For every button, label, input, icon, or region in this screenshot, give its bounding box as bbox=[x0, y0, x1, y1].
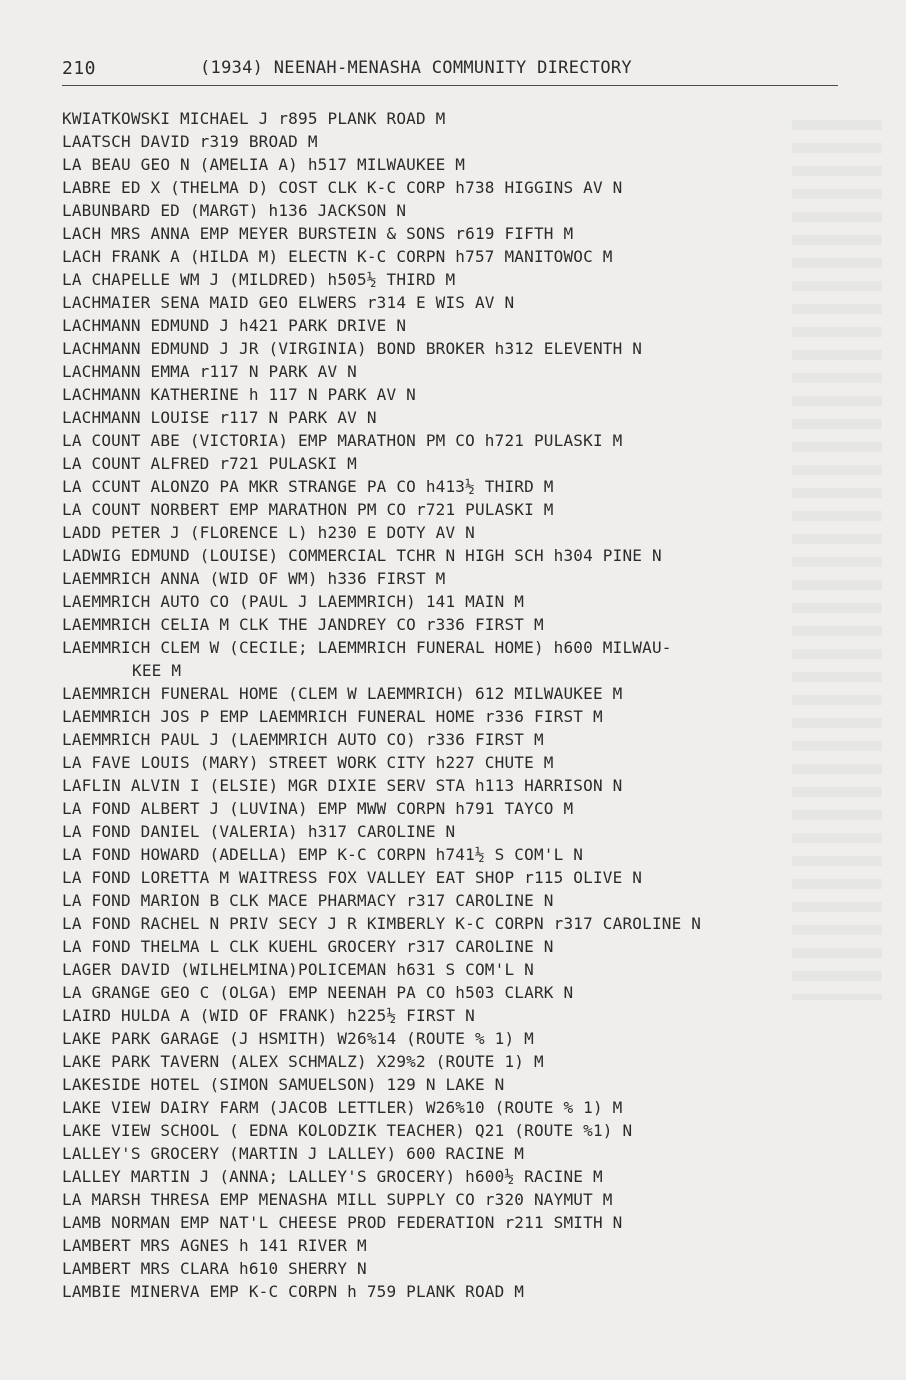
directory-entry: LACH FRANK A (HILDA M) ELECTN K-C CORPN h757 MANITOWOC M bbox=[62, 247, 613, 266]
directory-entry: LA CHAPELLE WM J (MILDRED) h505½ THIRD M bbox=[62, 270, 456, 289]
directory-entry: LA FOND THELMA L CLK KUEHL GROCERY r317 CAROLINE N bbox=[62, 937, 554, 956]
directory-entry: LACHMANN LOUISE r117 N PARK AV N bbox=[62, 408, 377, 427]
directory-entry: LA CCUNT ALONZO PA MKR STRANGE PA CO h413½ THIRD M bbox=[62, 477, 554, 496]
directory-entry: LAATSCH DAVID r319 BROAD M bbox=[62, 132, 318, 151]
directory-entry: LA GRANGE GEO C (OLGA) EMP NEENAH PA CO h503 CLARK N bbox=[62, 983, 574, 1002]
directory-entry: LAGER DAVID (WILHELMINA)POLICEMAN h631 S COM'L N bbox=[62, 960, 534, 979]
directory-entry: LA COUNT NORBERT EMP MARATHON PM CO r721 PULASKI M bbox=[62, 500, 554, 519]
directory-entry: LA FOND DANIEL (VALERIA) h317 CAROLINE N bbox=[62, 822, 456, 841]
directory-entry: LA FAVE LOUIS (MARY) STREET WORK CITY h227 CHUTE M bbox=[62, 753, 554, 772]
directory-entry: LACH MRS ANNA EMP MEYER BURSTEIN & SONS r619 FIFTH M bbox=[62, 224, 574, 243]
directory-entry: LA FOND HOWARD (ADELLA) EMP K-C CORPN h741½ S COM'L N bbox=[62, 845, 584, 864]
page-header bbox=[62, 58, 840, 84]
directory-entry: LALLEY MARTIN J (ANNA; LALLEY'S GROCERY) h600½ RACINE M bbox=[62, 1167, 603, 1186]
directory-entry: LABRE ED X (THELMA D) COST CLK K-C CORP h738 HIGGINS AV N bbox=[62, 178, 623, 197]
directory-entry: LAMBERT MRS AGNES h 141 RIVER M bbox=[62, 1236, 367, 1255]
directory-entry: KWIATKOWSKI MICHAEL J r895 PLANK ROAD M bbox=[62, 109, 446, 128]
directory-entry: LA FOND RACHEL N PRIV SECY J R KIMBERLY K-C CORPN r317 CAROLINE N bbox=[62, 914, 702, 933]
header-rule bbox=[62, 85, 838, 86]
directory-entry: LAEMMRICH CLEM W (CECILE; LAEMMRICH FUNERAL HOME) h600 MILWAU- bbox=[62, 638, 672, 657]
directory-entry: LADWIG EDMUND (LOUISE) COMMERCIAL TCHR N HIGH SCH h304 PINE N bbox=[62, 546, 662, 565]
directory-entry: LA FOND MARION B CLK MACE PHARMACY r317 CAROLINE N bbox=[62, 891, 554, 910]
directory-entry: LAEMMRICH AUTO CO (PAUL J LAEMMRICH) 141 MAIN M bbox=[62, 592, 525, 611]
directory-entry: LAKESIDE HOTEL (SIMON SAMUELSON) 129 N LAKE N bbox=[62, 1075, 505, 1094]
directory-entry: LAEMMRICH CELIA M CLK THE JANDREY CO r336 FIRST M bbox=[62, 615, 544, 634]
directory-entry: LAIRD HULDA A (WID OF FRANK) h225½ FIRST N bbox=[62, 1006, 475, 1025]
directory-entry: LAEMMRICH FUNERAL HOME (CLEM W LAEMMRICH) 612 MILWAUKEE M bbox=[62, 684, 623, 703]
directory-entry: LA FOND ALBERT J (LUVINA) EMP MWW CORPN h791 TAYCO M bbox=[62, 799, 574, 818]
directory-entry: LA COUNT ALFRED r721 PULASKI M bbox=[62, 454, 357, 473]
directory-entry: LA BEAU GEO N (AMELIA A) h517 MILWAUKEE M bbox=[62, 155, 466, 174]
directory-entry: LALLEY'S GROCERY (MARTIN J LALLEY) 600 RACINE M bbox=[62, 1144, 525, 1163]
directory-entry: LACHMANN EDMUND J JR (VIRGINIA) BOND BROKER h312 ELEVENTH N bbox=[62, 339, 643, 358]
directory-entry: LAKE PARK GARAGE (J HSMITH) W26%14 (ROUTE % 1) M bbox=[62, 1029, 534, 1048]
directory-entry: LABUNBARD ED (MARGT) h136 JACKSON N bbox=[62, 201, 407, 220]
directory-entry: LADD PETER J (FLORENCE L) h230 E DOTY AV N bbox=[62, 523, 475, 542]
directory-entry: LACHMAIER SENA MAID GEO ELWERS r314 E WIS AV N bbox=[62, 293, 515, 312]
directory-entry: LACHMANN EDMUND J h421 PARK DRIVE N bbox=[62, 316, 407, 335]
directory-entry: LAFLIN ALVIN I (ELSIE) MGR DIXIE SERV STA h113 HARRISON N bbox=[62, 776, 623, 795]
directory-entry: LAEMMRICH PAUL J (LAEMMRICH AUTO CO) r336 FIRST M bbox=[62, 730, 544, 749]
directory-entry: LA FOND LORETTA M WAITRESS FOX VALLEY EAT SHOP r115 OLIVE N bbox=[62, 868, 643, 887]
directory-entry: LAEMMRICH ANNA (WID OF WM) h336 FIRST M bbox=[62, 569, 446, 588]
directory-entry: LAKE PARK TAVERN (ALEX SCHMALZ) X29%2 (ROUTE 1) M bbox=[62, 1052, 544, 1071]
directory-entry-continuation: KEE M bbox=[132, 661, 182, 680]
directory-entries bbox=[62, 107, 882, 1303]
directory-entry: LAMB NORMAN EMP NAT'L CHEESE PROD FEDERATION r211 SMITH N bbox=[62, 1213, 623, 1232]
directory-entry: LAMBIE MINERVA EMP K-C CORPN h 759 PLANK ROAD M bbox=[62, 1282, 525, 1301]
directory-entry: LAMBERT MRS CLARA h610 SHERRY N bbox=[62, 1259, 367, 1278]
directory-entry: LA COUNT ABE (VICTORIA) EMP MARATHON PM CO h721 PULASKI M bbox=[62, 431, 623, 450]
directory-entry: LAKE VIEW DAIRY FARM (JACOB LETTLER) W26%10 (ROUTE % 1) M bbox=[62, 1098, 623, 1117]
running-title: (1934) NEENAH-MENASHA COMMUNITY DIRECTORY bbox=[200, 58, 632, 78]
directory-entry: LA MARSH THRESA EMP MENASHA MILL SUPPLY CO r320 NAYMUT M bbox=[62, 1190, 613, 1209]
directory-entry: LAKE VIEW SCHOOL ( EDNA KOLODZIK TEACHER) Q21 (ROUTE %1) N bbox=[62, 1121, 633, 1140]
page-number: 210 bbox=[62, 58, 97, 79]
directory-entry: LACHMANN KATHERINE h 117 N PARK AV N bbox=[62, 385, 416, 404]
directory-entry: LAEMMRICH JOS P EMP LAEMMRICH FUNERAL HOME r336 FIRST M bbox=[62, 707, 603, 726]
directory-entry: LACHMANN EMMA r117 N PARK AV N bbox=[62, 362, 357, 381]
